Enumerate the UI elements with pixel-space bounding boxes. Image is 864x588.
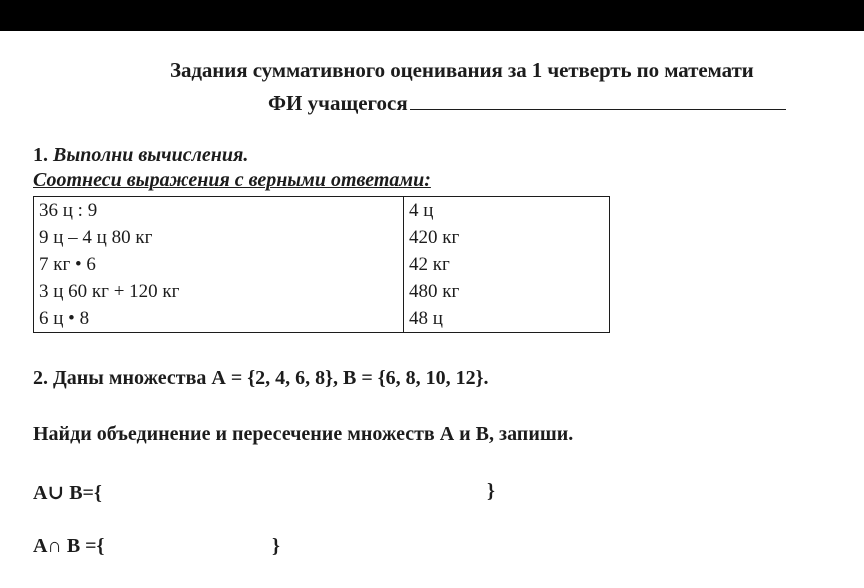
answer-cell: 42 кг xyxy=(409,254,450,275)
task2-question: Найди объединение и пересечение множеств А и В, запиши. xyxy=(33,423,574,445)
answer-cell: 4 ц xyxy=(409,200,434,221)
expression-cell: 9 ц – 4 ц 80 кг xyxy=(34,224,404,251)
expression-cell: 6 ц • 8 xyxy=(34,305,404,333)
student-name-label: ФИ учащегося xyxy=(268,91,408,115)
document-title: Задания суммативного оценивания за 1 четверть по математи xyxy=(170,58,754,82)
union-closing-brace: } xyxy=(487,480,495,502)
table-row xyxy=(34,305,610,333)
matching-table xyxy=(33,196,610,333)
task1-number: 1. xyxy=(33,144,48,166)
expression-cell: 3 ц 60 кг + 120 кг xyxy=(34,278,404,305)
expression-cell: 7 кг • 6 xyxy=(34,251,404,278)
intersection-answer-label: А∩ В ={ xyxy=(33,535,105,557)
expression-cell: 36 ц : 9 xyxy=(34,197,404,225)
table-row xyxy=(34,224,610,251)
table-row xyxy=(34,278,610,305)
task1-heading xyxy=(33,144,248,167)
answer-cell: 420 кг xyxy=(409,227,460,248)
task1-instruction: Выполни вычисления. xyxy=(53,144,249,166)
task2-statement: 2. Даны множества А = {2, 4, 6, 8}, В = {6, 8, 10, 12}. xyxy=(33,367,489,389)
table-row xyxy=(34,197,610,225)
intersection-closing-brace: } xyxy=(272,535,280,557)
table-row xyxy=(34,251,610,278)
answer-cell: 48 ц xyxy=(409,308,443,329)
student-name-blank-line xyxy=(410,89,786,110)
student-name-field xyxy=(268,89,786,116)
task1-subinstruction: Соотнеси выражения с верными ответами: xyxy=(33,169,431,191)
union-answer-label: А∪ В={ xyxy=(33,482,102,504)
answer-cell: 480 кг xyxy=(409,281,460,302)
top-black-bar xyxy=(0,0,864,31)
